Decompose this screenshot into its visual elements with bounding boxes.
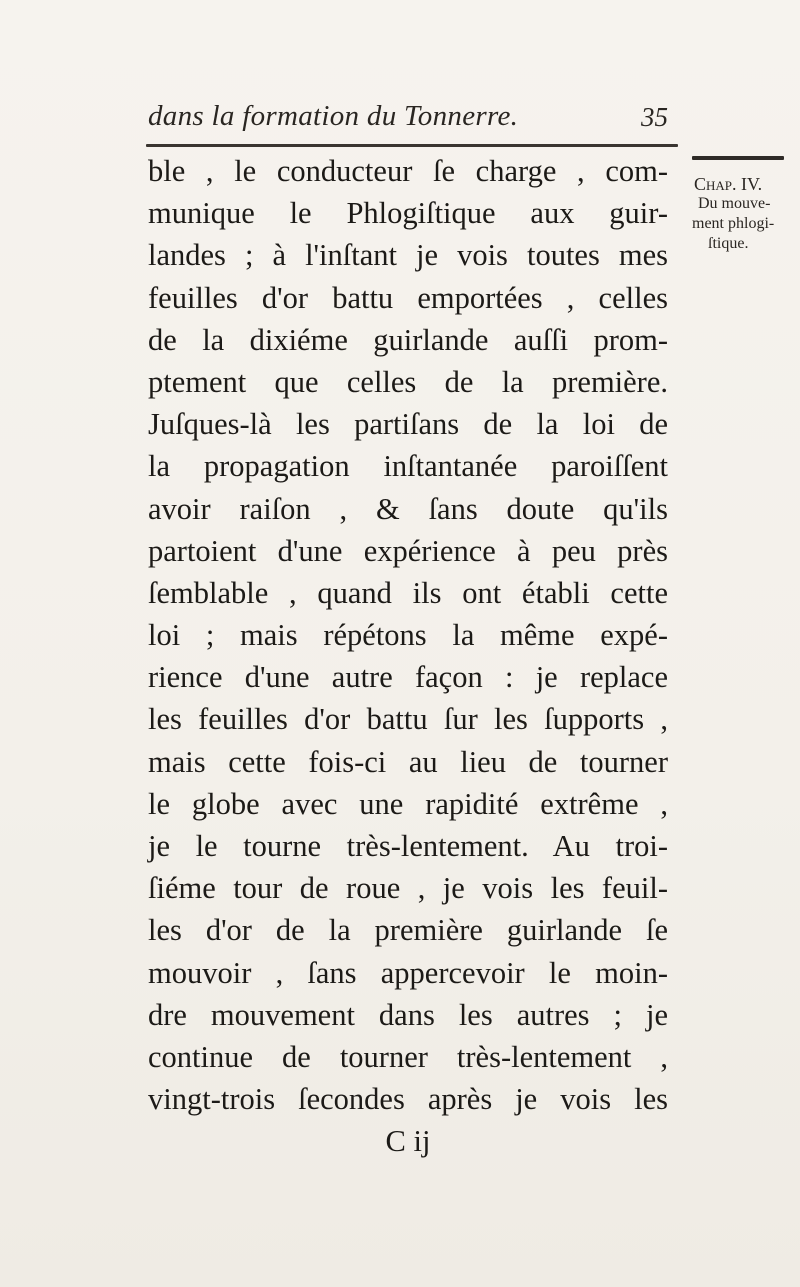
text-line: le globe avec une rapidité extrême , (148, 786, 668, 821)
text-line: partoient d'une expérience à peu près (148, 533, 668, 568)
margin-note (692, 156, 792, 254)
text-line: feuilles d'or battu emportées , celles (148, 280, 668, 315)
running-title: dans la formation du Tonnerre. (148, 100, 519, 132)
margin-note-line: ſtique. (708, 235, 749, 252)
margin-note-line: Chap. IV. (694, 174, 763, 194)
text-line: ble , le conducteur ſe charge , com- (148, 154, 668, 188)
text-line: je le tourne très-lentement. Au troi- (148, 829, 668, 863)
text-line: loi ; mais répétons la même expé- (148, 618, 668, 653)
text-line: dre mouvement dans les autres ; je (148, 997, 668, 1032)
text-line: mais cette fois-ci au lieu de tourner (148, 744, 668, 779)
margin-note-rule (692, 156, 784, 160)
margin-note-line: ment phlogi- (692, 215, 775, 232)
text-line: de la dixiéme guirlande auſſi prom- (148, 322, 668, 357)
text-line: mouvoir , ſans appercevoir le moin- (148, 955, 668, 990)
header-rule (146, 144, 678, 147)
text-line: rience d'une autre façon : je replace (148, 660, 668, 695)
running-head (148, 100, 668, 140)
text-line: les feuilles d'or battu ſur les ſupports , (148, 702, 668, 737)
text-line: landes ; à l'inſtant je vois toutes mes (148, 238, 668, 273)
text-line: ſiéme tour de roue , je vois les feuil- (148, 871, 668, 906)
body-text (148, 150, 668, 1163)
text-line: ptement que celles de la première. (148, 364, 668, 399)
text-line: vingt-trois ſecondes après je vois les (148, 1082, 668, 1117)
margin-note-line: Du mouve- (698, 195, 771, 212)
signature-mark: C ij (385, 1124, 431, 1159)
text-line: la propagation inſtantanée paroiſſent (148, 449, 668, 484)
text-line: ſemblable , quand ils ont établi cette (148, 575, 668, 610)
text-line: continue de tourner très-lentement , (148, 1039, 668, 1074)
text-line: Juſques-là les partiſans de la loi de (148, 407, 668, 442)
page-number: 35 (641, 102, 668, 132)
text-line: munique le Phlogiſtique aux guir- (148, 196, 668, 231)
text-line: les d'or de la première guirlande ſe (148, 913, 668, 948)
text-line: avoir raiſon , & ſans doute qu'ils (148, 491, 668, 526)
